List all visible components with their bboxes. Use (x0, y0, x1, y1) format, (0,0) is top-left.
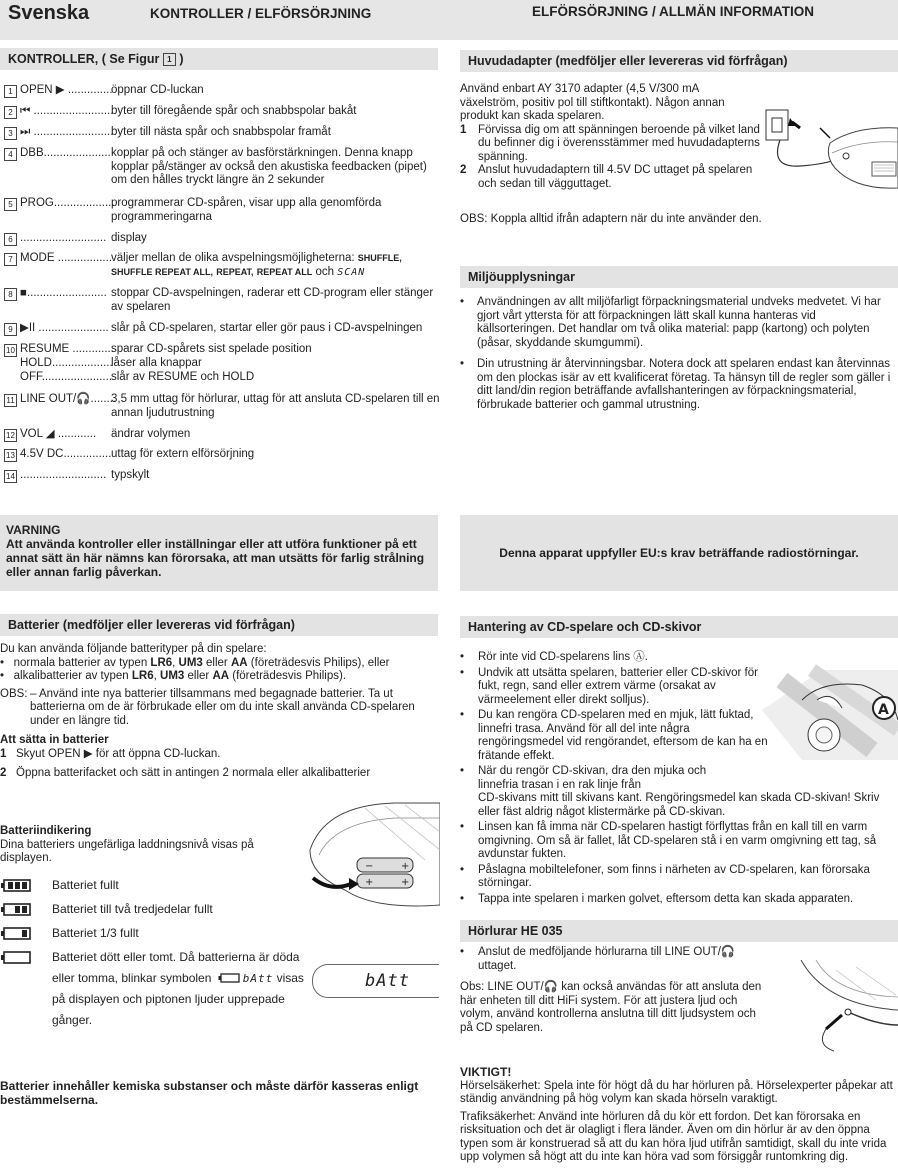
headphones-text (460, 946, 770, 1035)
env-bullet-text: Användningen av allt miljöfarligt förpackningsmaterial undveks medvetet. Vi har gjort vårt yttersta för att förpackningen lätt skall kunna hanteras vid källsorteringen. Det handlar om två olika material: papp (kartong) och polyten (påsar, skyddande skumgummi). (477, 296, 881, 349)
handling-bullet-text: Undvik att utsätta spelaren, batterier eller CD-skivor för fukt, regn, sand eller extrem värme (orsakat av värmeelement eller direkt solljus). (478, 666, 758, 706)
step-text: Öppna batterifacket och sätt in antingen 2 normala eller alkalibatterier (16, 767, 371, 779)
batt-after-text: visas på displayen och piptonen ljuder upprepade gånger. (52, 971, 304, 1027)
battery-code: AA (212, 670, 230, 682)
item-desc: typskylt (111, 469, 150, 481)
item-number: 1 (4, 85, 17, 98)
item-desc: öppnar CD-luckan (111, 84, 204, 96)
item-key: ........................... (20, 232, 107, 244)
controls-title-end: ) (179, 52, 184, 66)
level-text: Batteriet 1/3 fullt (52, 926, 139, 940)
mode-repeat-all: REPEAT ALL (256, 266, 313, 277)
header-left-title: KONTROLLER / ELFÖRSÖRJNING (150, 6, 372, 21)
important-text (460, 1066, 898, 1165)
mode-shuffle-repeat-all: SHUFFLE REPEAT ALL, (111, 266, 213, 277)
handling-bullet: • Påslagna mobiltelefoner, som finns i närheten av CD-spelaren, kan förorsaka störningar. (460, 864, 896, 891)
item-desc: slår av RESUME och HOLD (111, 371, 255, 383)
svg-text:+: + (401, 861, 410, 872)
battery-full-icon (0, 878, 32, 894)
handling-bullet: • När du rengör CD-skivan, dra den mjuka och linnefria trasan i en rak linje från (460, 765, 896, 792)
env-bullet-text: Din utrustning är återvinningsbar. Notera dock att spelaren endast kan återvinnas om den plockas isär av ett kvalificerat företag. Ta hänsyn till de regler som gäller i ditt land/din region beträffande avfallshanteringen av förpackningsmaterial, förbrukade batterier och gammal utrustning. (477, 358, 891, 411)
item-key: PROG................... (20, 197, 115, 209)
handling-bullet-text: Linsen kan få imma när CD-spelaren hastigt förflyttas från en kall till en varm omgivning. Om så är fallet, låt CD-spelaren stå i en varm omgivning ett tag, så avdunstar fukten. (478, 821, 877, 860)
item-number: 12 (4, 429, 17, 442)
important-hearing: Hörselsäkerhet: Spela inte för högt då du har hörluren på. Hörselexperter påpekar att ständig användning på hög volym kan skada hörseln varaktigt. (460, 1079, 893, 1105)
battery-type-post: (företrädesvis Philips). (229, 670, 347, 682)
important-title: VIKTIGT! (460, 1065, 512, 1079)
lcd-display-illustration (312, 964, 439, 998)
item-number: 3 (4, 127, 17, 140)
handling-bullet: • Tappa inte spelaren i marken golvet, eftersom detta kan skada apparaten. (460, 892, 854, 905)
item-key: LINE OUT/🎧........ (20, 393, 117, 405)
warning-box (0, 515, 438, 591)
level-text-empty (52, 947, 310, 1031)
batteries-section-title: Batterier (medföljer eller levereras vid förfrågan) (0, 614, 438, 636)
mode-och: och (315, 265, 334, 278)
battery-level-list (0, 875, 310, 1031)
battery-empty-icon (0, 950, 32, 966)
battery-type-text: alkalibatterier av typen (13, 670, 132, 682)
item-number: 9 (4, 323, 17, 336)
important-traffic: Trafiksäkerhet: Använd inte hörluren då du kör ett fordon. Det kan förorsaka en risksituation och det är olagligt i flera länder. Även om din hörlur är av den öppna typen som är konstruerad så att du kan höra ljud utifrån samtidigt, skall du inte vrida upp volymen så högt att du inte kan höra vad som försiggår runtomkring dig. (460, 1110, 887, 1163)
indicator-title: Batteriindikering (0, 825, 92, 837)
item-number: 10 (4, 344, 17, 357)
item-key: ▶II ...................... (20, 322, 109, 334)
svg-text:+: + (365, 877, 374, 888)
item-number: 13 (4, 449, 17, 462)
item-key: 4.5V DC............... (20, 448, 112, 460)
figure-number: 1 (163, 53, 176, 66)
item-key: ⏮ ......................... (20, 105, 114, 117)
battery-level-row (0, 923, 310, 944)
item-desc: uttag för extern elförsörjning (111, 448, 255, 460)
handling-bullet: • Undvik att utsätta spelaren, batterier eller CD-skivor för fukt, regn, sand eller extrem värme (orsakat av värmeelement eller direkt solljus). (460, 666, 758, 706)
battery-level-row (0, 899, 310, 920)
eu-notice-text: Denna apparat uppfyller EU:s krav beträffande radiostörningar. (499, 546, 859, 560)
item-desc: stoppar CD-avspelningen, raderar ett CD-program eller stänger av spelaren (111, 287, 434, 313)
handling-bullet-text: När du rengör CD-skivan, dra den mjuka och linnefria trasan i en rak linje från (478, 765, 707, 791)
battery-type-post: (företrädesvis Philips), eller (247, 656, 390, 669)
language-label: Svenska (8, 2, 90, 24)
lcd-batt-text: bAtt (365, 971, 410, 991)
item-key: ⏭ ......................... (20, 126, 114, 138)
item-key: MODE ................. (20, 252, 113, 264)
item-key: VOL ◢ ............ (20, 428, 97, 440)
headphones-bullet: • Anslut de medföljande hörlurarna till LINE OUT/🎧 uttaget. (460, 946, 770, 973)
handling-bullet: • Rör inte vid CD-spelarens lins Ⓐ. (460, 651, 896, 665)
handling-bullet-cont: CD-skivans mitt till skivans kant. Rengöringsmedel kan skada CD-skivan! Skriv eller fäst aldrig något klistermärke på CD-skivan. (478, 792, 880, 818)
battery-code: LR6 (131, 670, 154, 682)
or-word: eller (206, 656, 228, 669)
battery-compartment-illustration (305, 800, 440, 910)
batt-symbol: bAtt (242, 972, 274, 985)
svg-text:+: + (401, 877, 410, 888)
battery-level-row (0, 875, 310, 896)
step-text: Skyut OPEN ▶ för att öppna CD-luckan. (16, 747, 221, 760)
eu-notice-box (460, 515, 898, 591)
mode-repeat: REPEAT, (216, 266, 254, 277)
battery-code: UM3 (160, 670, 185, 682)
battery-two-thirds-icon (0, 902, 32, 918)
level-text: Batteriet till två tredjedelar fullt (52, 902, 213, 916)
headphones-obs: Obs: LINE OUT/🎧 kan också användas för att ansluta den här enheten till ditt HiFi system. För att justera ljud och volym, använd kontrollerna anslutna till ditt ljudsystem och på CD spelaren. (460, 981, 762, 1034)
item-number: 7 (4, 253, 17, 266)
battery-level-row (0, 947, 310, 1031)
step-number: 1 (460, 123, 467, 136)
item-desc: sparar CD-spårets sist spelade position (111, 343, 312, 355)
batteries-text (0, 643, 440, 781)
item-desc: slår på CD-spelaren, startar eller gör paus i CD-avspelningen (111, 322, 423, 334)
headphones-section-title: Hörlurar HE 035 (460, 920, 898, 942)
item-desc: 3,5 mm uttag för hörlurar, uttag för att ansluta CD-spelaren till en annan ljudutrustning (111, 393, 440, 419)
adapter-text (460, 83, 760, 191)
insert-title: Att sätta in batterier (0, 734, 109, 746)
item-desc: kopplar på och stänger av basförstärkningen. Denna knapp kopplar på/stänger av också den akustiska feedbacken (pipet) om den hålles tryckt längre än 2 sekunder (111, 147, 427, 186)
step-number: 1 (0, 747, 7, 760)
item-key: OPEN ▶ .............. (20, 84, 113, 96)
adapter-illustration (760, 98, 898, 198)
battery-type-text: normala batterier av typen (13, 656, 151, 669)
indicator-intro: Dina batteriers ungefärliga laddningsnivå visas på displayen. (0, 838, 254, 864)
item-number: 14 (4, 470, 17, 483)
item-number: 5 (4, 198, 17, 211)
warning-title: VARNING (6, 523, 61, 537)
item-desc: byter till föregående spår och snabbspolar bakåt (111, 105, 357, 117)
battery-empty-small-icon (218, 973, 240, 984)
control-item (4, 252, 440, 282)
handling-bullet-text: Rör inte vid CD-spelarens lins Ⓐ. (478, 651, 649, 663)
battery-indicator-text (0, 825, 290, 866)
or-word: eller (187, 670, 210, 682)
mode-shuffle: SHUFFLE, (357, 253, 402, 263)
step-text: Förvissa dig om att spänningen beroende på vilket land du befinner dig i överensstämmer med huvudadapterns spänning. (478, 123, 760, 163)
step-number: 2 (0, 767, 7, 779)
handling-bullet: • Du kan rengöra CD-spelaren med en mjuk, lätt fuktad, linnefri trasa. Använd för all del inte några rengöringsmedel vid rengörandet, eftersom de kan ha en frätande effekt. (460, 709, 768, 762)
item-desc: låser alla knappar (111, 357, 202, 369)
handling-section-title: Hantering av CD-spelare och CD-skivor (460, 616, 898, 638)
item-key: ........................... (20, 469, 107, 481)
item-key: DBB..................... (20, 147, 111, 159)
insert-step (0, 748, 440, 762)
headphones-illustration (796, 955, 898, 1055)
environment-text (460, 296, 896, 412)
handling-bullet: • Linsen kan få imma när CD-spelaren hastigt förflyttas från en kall till en varm omgivning. Om så är fallet, låt CD-spelaren stå i en varm omgivning ett tag, så avdunstar fukten. (460, 821, 896, 862)
handling-bullet-text: Du kan rengöra CD-spelaren med en mjuk, lätt fuktad, linnefri trasa. Använd för all del inte några rengöringsmedel vid rengörandet, eftersom de kan ha en frätande effekt. (478, 709, 768, 762)
handling-bullet-text: Påslagna mobiltelefoner, som finns i närheten av CD-spelaren, kan förorsaka störningar. (478, 863, 870, 889)
battery-code: AA (230, 656, 248, 669)
level-text: Batteriet fullt (52, 878, 119, 892)
item-key: RESUME ............. (20, 343, 114, 355)
item-desc: byter till nästa spår och snabbspolar framåt (111, 126, 331, 138)
item-key: OFF...................... (20, 371, 113, 383)
svg-text:−: − (365, 861, 374, 872)
item-desc: programmerar CD-spåren, visar upp alla genomförda programmeringarna (111, 197, 382, 223)
battery-code: UM3 (178, 656, 203, 669)
obs-label: OBS: (0, 687, 28, 700)
lens-label: A (878, 702, 889, 718)
warning-text: Att använda kontroller eller inställningar eller att utföra funktioner på ett annat sätt än här nämns kan förorsaka, att man utsätts för farlig strålning eller annan farlig påverkan. (6, 537, 425, 579)
mode-scan: SCAN (337, 266, 366, 278)
battery-type-1: • normala batterier av typen LR6, UM3 eller AA (företrädesvis Philips), eller (0, 656, 390, 669)
batteries-obs (0, 688, 440, 729)
level-text: Batteriet dött eller tomt. Då batterierna är döda eller tomma, blinkar symbolen (52, 950, 300, 985)
item-desc: display (111, 232, 147, 244)
item-key: ■......................... (20, 287, 107, 299)
item-number: 11 (4, 394, 17, 407)
handling-bullet-text: Tappa inte spelaren i marken golvet, eftersom detta kan skada apparaten. (478, 892, 854, 905)
item-key: HOLD................... (20, 357, 113, 369)
item-number: 4 (4, 148, 17, 161)
obs-text: – Använd inte nya batterier tillsammans med begagnade batterier. Ta ut batterierna om de är förbrukade eller om du inte skall använda CD-spelaren under en längre tid. (30, 687, 415, 727)
item-number: 2 (4, 106, 17, 119)
step-text: Anslut huvudadaptern till 4.5V DC uttaget på spelaren och sedan till vägguttaget. (478, 164, 753, 190)
batteries-footer: Batterier innehåller kemiska substanser och måste därför kasseras enligt bestämmelserna. (0, 1079, 419, 1107)
headphones-bullet-text: Anslut de medföljande hörlurarna till LINE OUT/🎧 uttaget. (478, 946, 736, 972)
adapter-step (460, 164, 760, 191)
step-number: 2 (460, 164, 467, 176)
env-bullet: • Användningen av allt miljöfarligt förpackningsmaterial undveks medvetet. Vi har gjort vårt yttersta för att förpackningen lätt skall kunna hanteras vid källsorteringen. Det handlar om två olika material: papp (kartong) och polyten (påsar, skyddande skumgummi). (460, 296, 896, 350)
adapter-obs: OBS: Koppla alltid ifrån adaptern när du inte använder den. (460, 213, 762, 225)
item-number: 6 (4, 233, 17, 246)
battery-code: LR6 (150, 656, 173, 669)
item-desc: ändrar volymen (111, 428, 191, 440)
batteries-intro: Du kan använda följande batterityper på din spelare: (0, 643, 267, 655)
env-bullet: • Din utrustning är återvinningsbar. Notera dock att spelaren endast kan återvinnas om den plockas isär av ett kvalificerat företag. Ta hänsyn till de regler som gäller i ditt land/din region beträffande avfallshanteringen av förpackningsmaterial, förbrukade batterier och gammal utrustning. (460, 358, 896, 412)
environment-section-title: Miljöupplysningar (460, 266, 898, 288)
insert-step (0, 767, 440, 781)
adapter-section-title: Huvudadapter (medföljer eller levereras vid förfrågan) (460, 50, 898, 72)
battery-one-third-icon (0, 926, 32, 942)
adapter-step (460, 124, 760, 165)
battery-type-2: • alkalibatterier av typen LR6, UM3 eller AA (företrädesvis Philips). (0, 670, 347, 682)
adapter-intro: Använd enbart AY 3170 adapter (4,5 V/300 mA växelström, positiv pol till stiftkontakt). Någon annan produkt kan skada spelaren. (460, 83, 725, 122)
header-right-title: ELFÖRSÖRJNING / ALLMÄN INFORMATION (532, 4, 814, 19)
item-number: 8 (4, 288, 17, 301)
lens-illustration (762, 660, 898, 760)
mode-desc: väljer mellan de olika avspelningsmöjligheterna: (111, 252, 355, 264)
item-desc (111, 252, 441, 279)
controls-section-title (0, 48, 438, 70)
controls-title-text: KONTROLLER, ( Se Figur (8, 52, 160, 66)
